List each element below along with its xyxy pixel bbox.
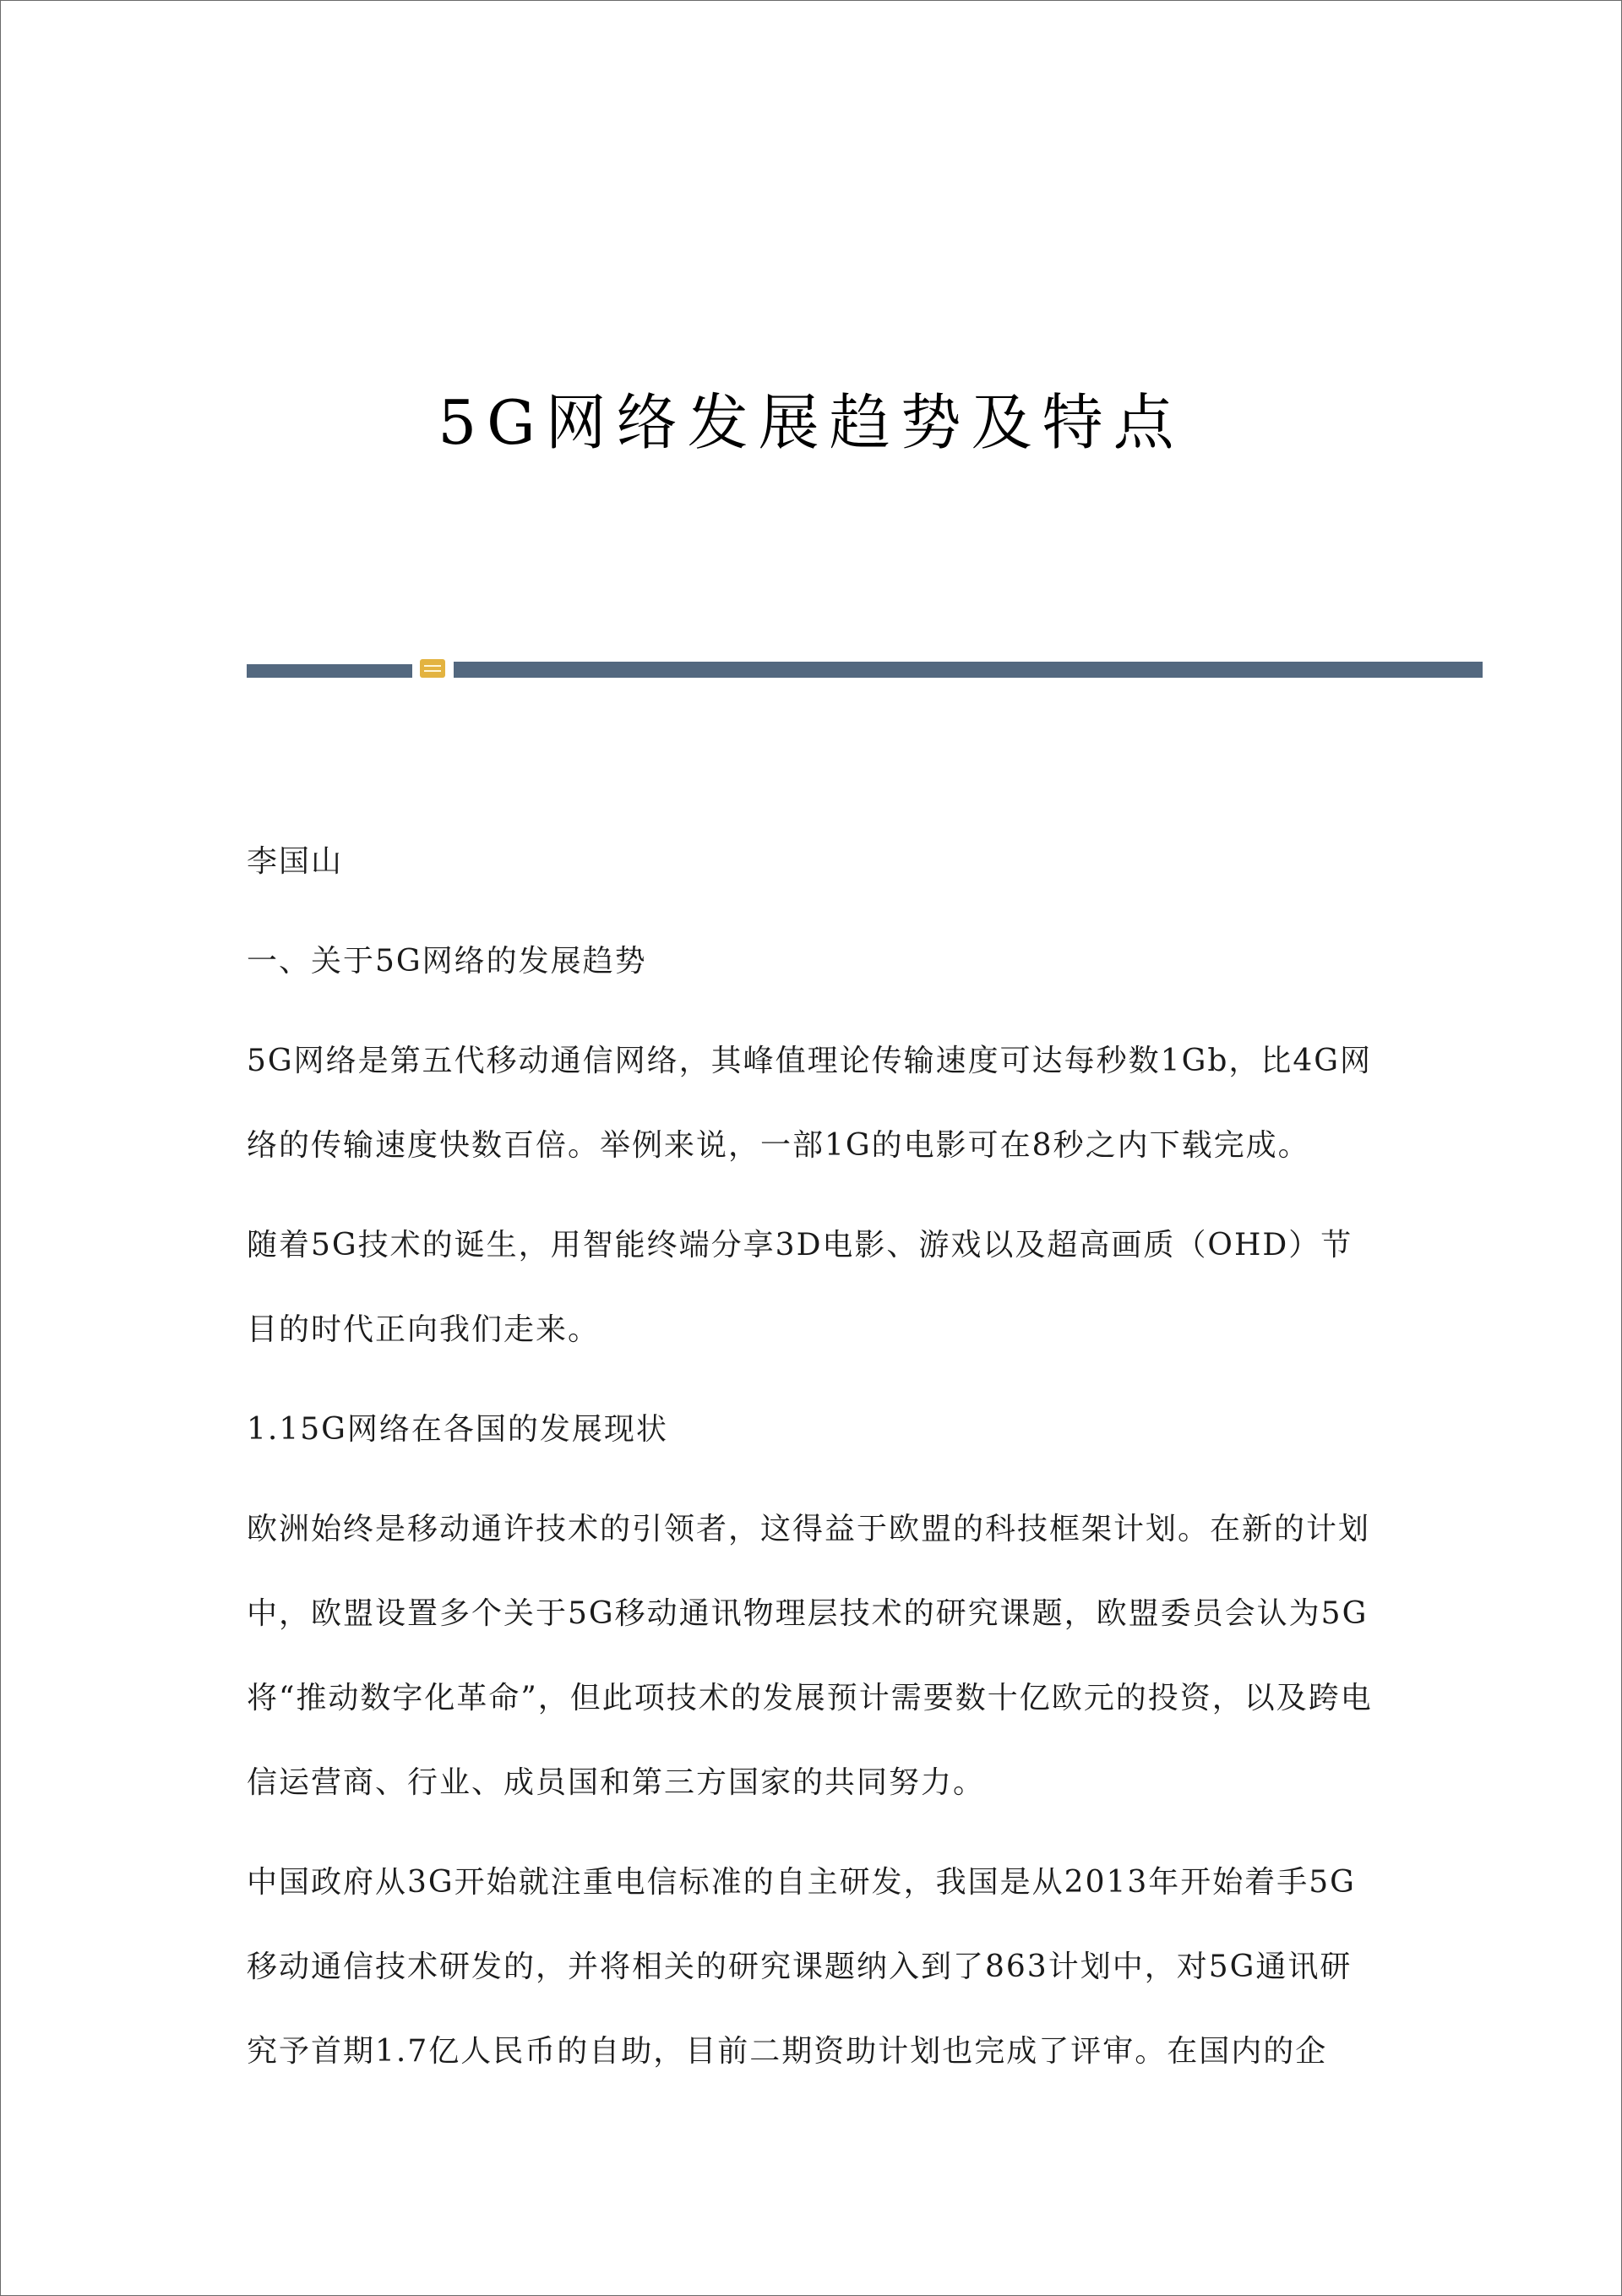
subsection-heading: 1.15G网络在各国的发展现状 xyxy=(247,1412,668,1447)
document-body xyxy=(247,820,1379,2109)
author-name: 李国山 xyxy=(247,844,344,879)
title-divider-right xyxy=(454,662,1483,678)
document-title: 5G网络发展趋势及特点 xyxy=(438,387,1184,458)
intro-paragraph-2: 随着5G技术的诞生，用智能终端分享3D电影、游戏以及超高画质（OHD）节目的时代正向我们走来。 xyxy=(247,1228,1353,1347)
title-divider-left xyxy=(247,664,412,678)
europe-paragraph: 欧洲始终是移动通许技术的引领者，这得益于欧盟的科技框架计划。在新的计划中，欧盟设置多个关于5G移动通讯物理层技术的研究课题，欧盟委员会认为5G将“推动数字化革命”，但此项技术的发展预计需要数十亿欧元的投资，以及跨电信运营商、行业、成员国和第三方国家的共同努力。 xyxy=(247,1512,1373,1800)
china-paragraph: 中国政府从3G开始就注重电信标准的自主研发，我国是从2013年开始着手5G移动通信技术研发的，并将相关的研究课题纳入到了863计划中，对5G通讯研究予首期1.7亿人民币的自助，目前二期资助计划也完成了评审。在国内的企 xyxy=(247,1865,1356,2069)
section-heading: 一、关于5G网络的发展趋势 xyxy=(247,944,647,979)
divider-ornament-icon xyxy=(420,659,445,678)
intro-paragraph-1: 5G网络是第五代移动通信网络，其峰值理论传输速度可达每秒数1Gb，比4G网络的传输速度快数百倍。举例来说，一部1G的电影可在8秒之内下载完成。 xyxy=(247,1044,1373,1163)
